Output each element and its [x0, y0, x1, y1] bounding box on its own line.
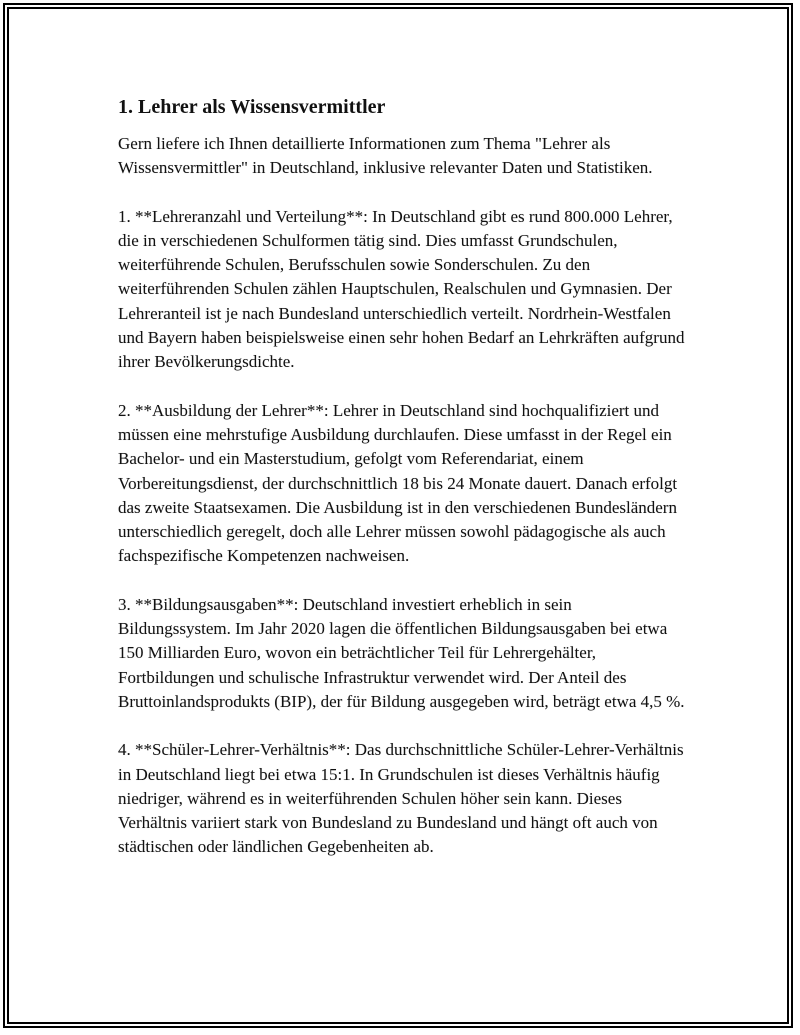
paragraph-teacher-training: 2. **Ausbildung der Lehrer**: Lehrer in Deutschland sind hochqualifiziert und müssen eine mehrstufige Ausbildung durchlaufen. Diese umfasst in der Regel ein Bachelor- und ein Masterstudium, gefolgt vom Referendariat, einem Vorbereitungsdienst, der durchschnittlich 18 bis 24 Monate dauert. Danach erfolgt das zweite Staatsexamen. Die Ausbildung ist in den verschiedenen Bundesländern unterschiedlich geregelt, doch alle Lehrer müssen sowohl pädagogische als auch fachspezifische Kompetenzen nachweisen. — [118, 400, 678, 566]
paragraph-teacher-count: 1. **Lehreranzahl und Verteilung**: In Deutschland gibt es rund 800.000 Lehrer, die in verschiedenen Schulformen tätig sind. Dies umfasst Grundschulen, weiterführende Schulen, Berufsschulen sowie Sonderschulen. Zu den weiterführenden Schulen zählen Hauptschulen, Realschulen und Gymnasien. Der Lehreranteil ist je nach Bundesland unterschiedlich verteilt. Nordrhein-Westfalen und Bayern haben beispielsweise einen sehr hohen Bedarf an Lehrkräften aufgrund ihrer Bevölkerungsdichte. — [118, 206, 685, 372]
intro-paragraph: Gern liefere ich Ihnen detaillierte Informationen zum Thema "Lehrer als Wissensvermittler" in Deutschland, inklusive relevanter Daten und Statistiken. — [118, 134, 653, 178]
paragraph-education-spending: 3. **Bildungsausgaben**: Deutschland investiert erheblich in sein Bildungssystem. Im Jahr 2020 lagen die öffentlichen Bildungsausgaben bei etwa 150 Milliarden Euro, wovon ein beträchtlicher Teil für Lehrergehälter, Fortbildungen und schulische Infrastruktur verwendet wird. Der Anteil des Bruttoinlandsprodukts (BIP), der für Bildung ausgegeben wird, beträgt etwa 4,5 %. — [118, 594, 685, 711]
paragraph-student-teacher-ratio: 4. **Schüler-Lehrer-Verhältnis**: Das durchschnittliche Schüler-Lehrer-Verhältnis in Deutschland liegt bei etwa 15:1. In Grundschulen ist dieses Verhältnis häufig niedriger, während es in weiterführenden Schulen höher sein kann. Dieses Verhältnis variiert stark von Bundesland zu Bundesland und hängt oft auch von städtischen oder ländlichen Gegebenheiten ab. — [118, 740, 684, 857]
document-body — [118, 92, 688, 884]
section-heading: 1. Lehrer als Wissensvermittler — [118, 96, 386, 118]
